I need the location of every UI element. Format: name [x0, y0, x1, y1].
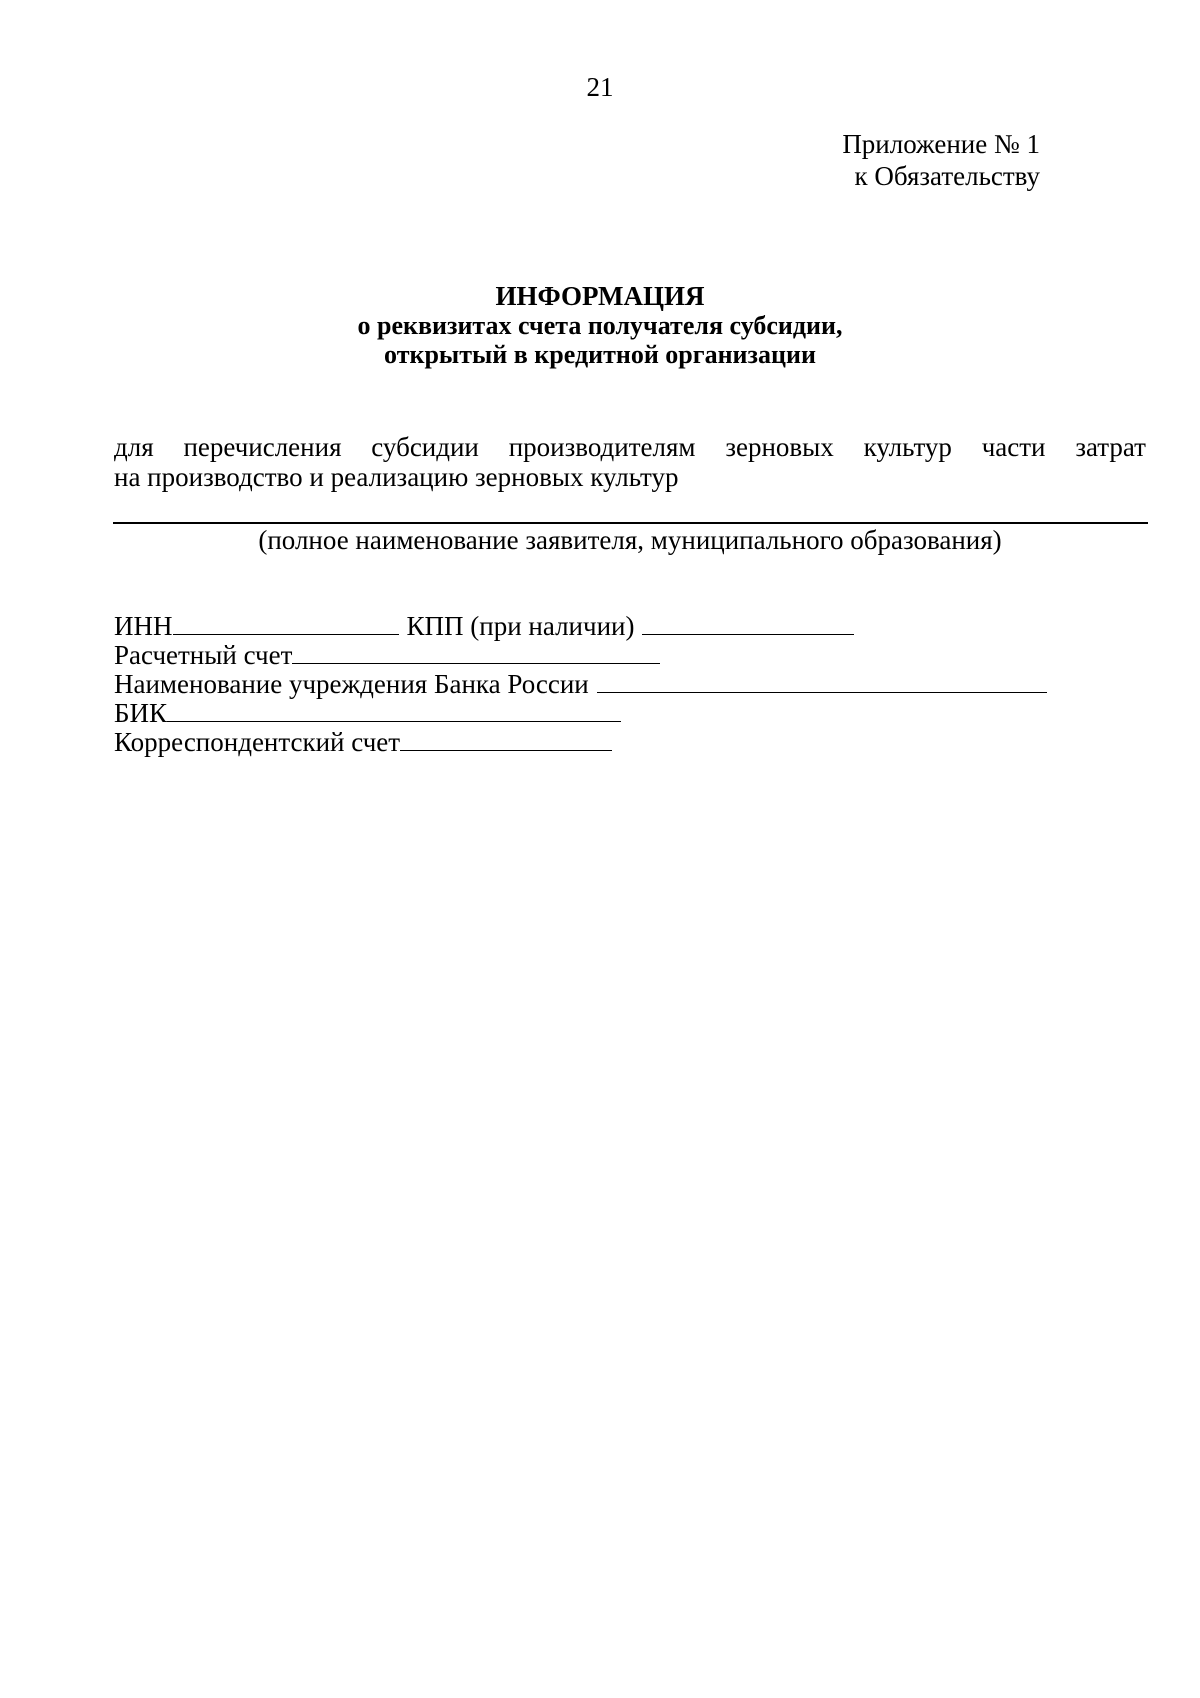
kpp-field[interactable]: [642, 614, 854, 635]
corr-account-field[interactable]: [400, 730, 612, 751]
inn-kpp-row: [114, 612, 1047, 641]
bik-field[interactable]: [167, 701, 621, 722]
appendix-line-2: к Обязательству: [854, 161, 1040, 191]
purpose-line-1: для перечисления субсидии производителям зерновых культур части затрат: [114, 432, 1146, 462]
bank-label: Наименование учреждения Банка России: [114, 669, 589, 699]
purpose-line-2: на производство и реализацию зерновых культур: [114, 462, 679, 492]
account-row: [114, 641, 1047, 670]
kpp-label: КПП (при наличии): [406, 611, 635, 641]
title-main: ИНФОРМАЦИЯ: [495, 281, 705, 311]
applicant-name-caption: (полное наименование заявителя, муниципального образования): [258, 525, 1002, 555]
bik-row: [114, 699, 1047, 728]
document-title: [0, 282, 1200, 369]
corr-account-label: Корреспондентский счет: [114, 727, 401, 757]
bank-details-fields: [114, 612, 1047, 757]
bik-label: БИК: [114, 698, 168, 728]
title-line-3: открытый в кредитной организации: [384, 340, 816, 369]
title-line-2: о реквизитах счета получателя субсидии,: [357, 311, 843, 340]
bank-row: [114, 670, 1047, 699]
appendix-reference: [842, 128, 1040, 192]
account-label: Расчетный счет: [114, 640, 293, 670]
inn-label: ИНН: [114, 611, 173, 641]
corr-account-row: [114, 728, 1047, 757]
purpose-paragraph: [114, 432, 1146, 492]
inn-field[interactable]: [173, 614, 399, 635]
bank-field[interactable]: [597, 672, 1047, 693]
applicant-name-field[interactable]: [113, 522, 1148, 524]
account-field[interactable]: [292, 643, 660, 664]
page-number: 21: [586, 72, 614, 102]
appendix-line-1: Приложение № 1: [842, 129, 1040, 159]
